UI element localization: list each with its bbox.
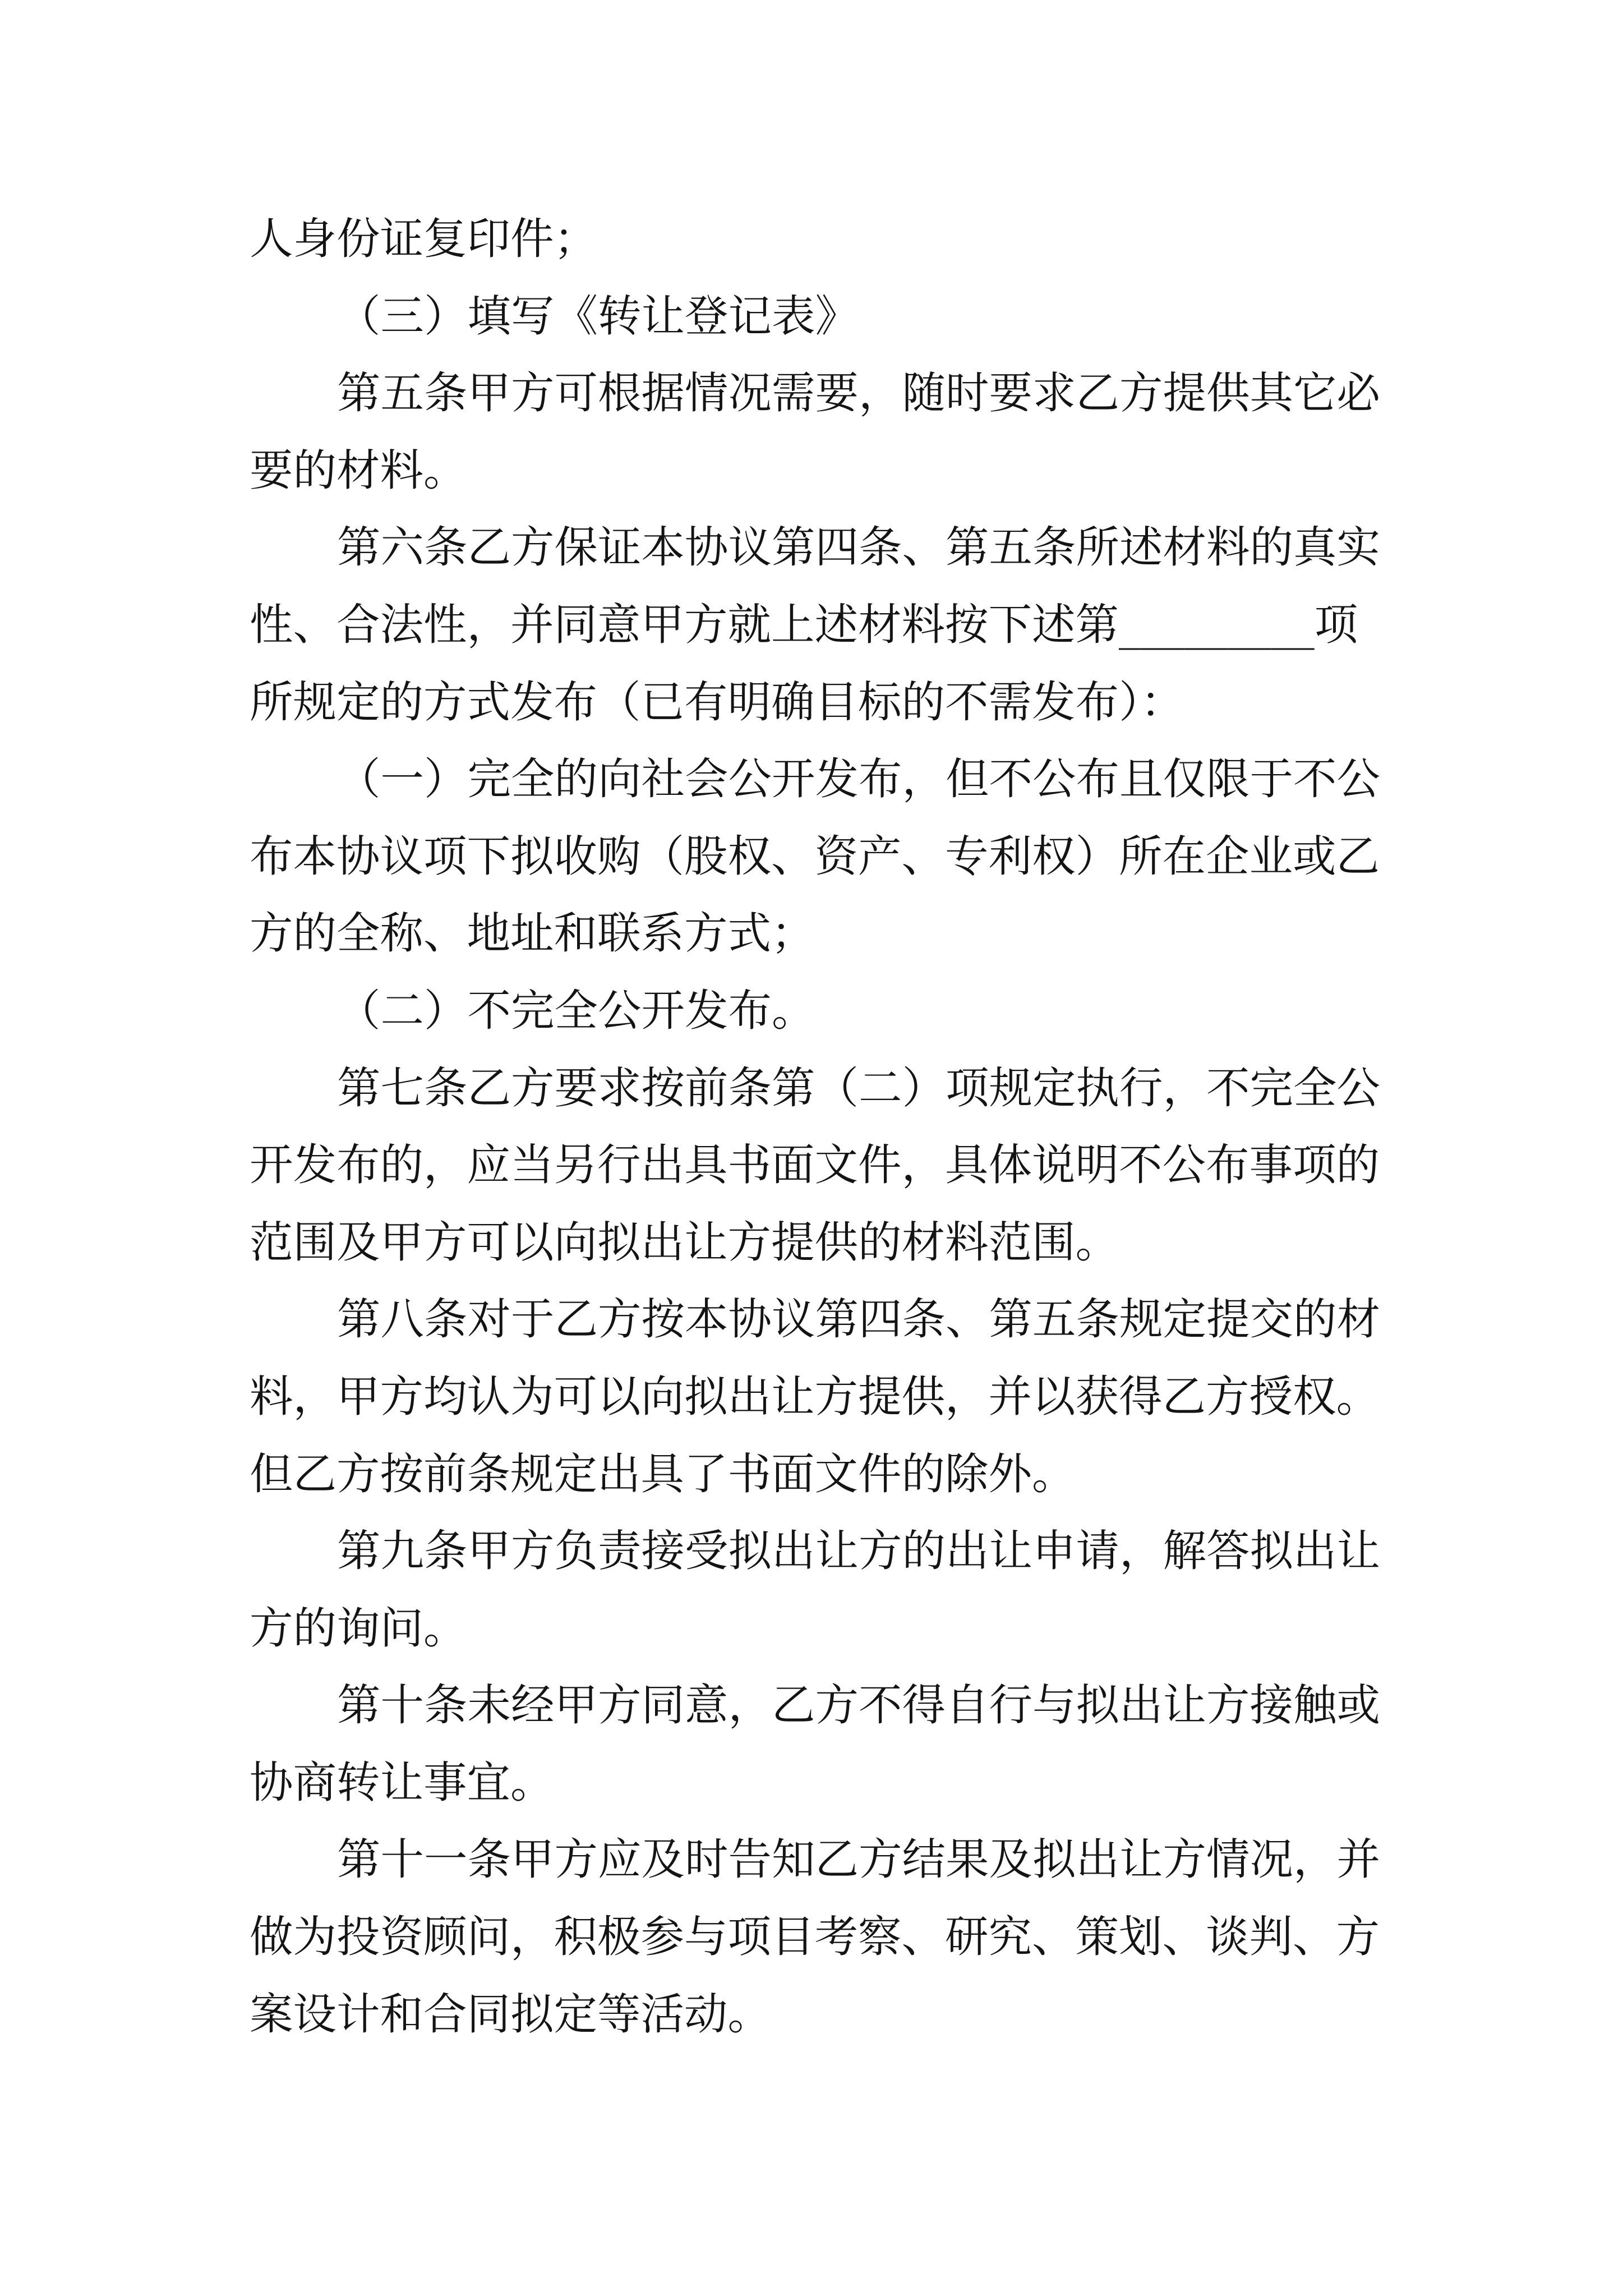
article-7-line: 第七条乙方要求按前条第（二）项规定执行，不完全公 xyxy=(337,1062,1381,1114)
text-line: 但乙方按前条规定出具了书面文件的除外。 xyxy=(250,1448,1076,1499)
text-line: 所规定的方式发布（已有明确目标的不需发布）： xyxy=(250,677,1184,728)
text-line: 料，甲方均认为可以向拟出让方提供，并以获得乙方授权。 xyxy=(250,1371,1380,1422)
article-11-line: 第十一条甲方应及时告知乙方结果及拟出让方情况，并 xyxy=(337,1834,1381,1885)
document-body xyxy=(250,201,1427,2053)
article-6-line: 第六条乙方保证本协议第四条、第五条所述材料的真实 xyxy=(337,522,1381,573)
list-item-2: （二）不完全公开发布。 xyxy=(337,985,815,1036)
article-5-line: 第五条甲方可根据情况需要，随时要求乙方提供其它必 xyxy=(337,368,1381,419)
text-line: 开发布的，应当另行出具书面文件，具体说明不公布事项的 xyxy=(250,1140,1380,1191)
text-line: 协商转让事宜。 xyxy=(250,1757,554,1808)
article-8-line: 第八条对于乙方按本协议第四条、第五条规定提交的材 xyxy=(337,1294,1381,1345)
text-line: 做为投资顾问，积极参与项目考察、研究、策划、谈判、方 xyxy=(250,1912,1380,1963)
text-line: 案设计和合同拟定等活动。 xyxy=(250,1989,772,2040)
text-line: 方的全称、地址和联系方式； xyxy=(250,908,815,959)
article-9-line: 第九条甲方负责接受拟出让方的出让申请，解答拟出让 xyxy=(337,1526,1381,1577)
text-line: 人身份证复印件； xyxy=(250,214,598,264)
text-line: 布本协议项下拟收购（股权、资产、专利权）所在企业或乙 xyxy=(250,831,1380,882)
text-line: 要的材料。 xyxy=(250,445,467,496)
list-item-3: （三）填写《转让登记表》 xyxy=(337,291,859,342)
text-line: 范围及甲方可以向拟出让方提供的材料范围。 xyxy=(250,1217,1119,1268)
text-line-with-blank: 性、合法性，并同意甲方就上述材料按下述第_________项 xyxy=(250,599,1358,650)
text-line: 方的询问。 xyxy=(250,1603,467,1654)
article-10-line: 第十条未经甲方同意，乙方不得自行与拟出让方接触或 xyxy=(337,1680,1381,1731)
list-item-1: （一）完全的向社会公开发布，但不公布且仅限于不公 xyxy=(337,754,1381,805)
